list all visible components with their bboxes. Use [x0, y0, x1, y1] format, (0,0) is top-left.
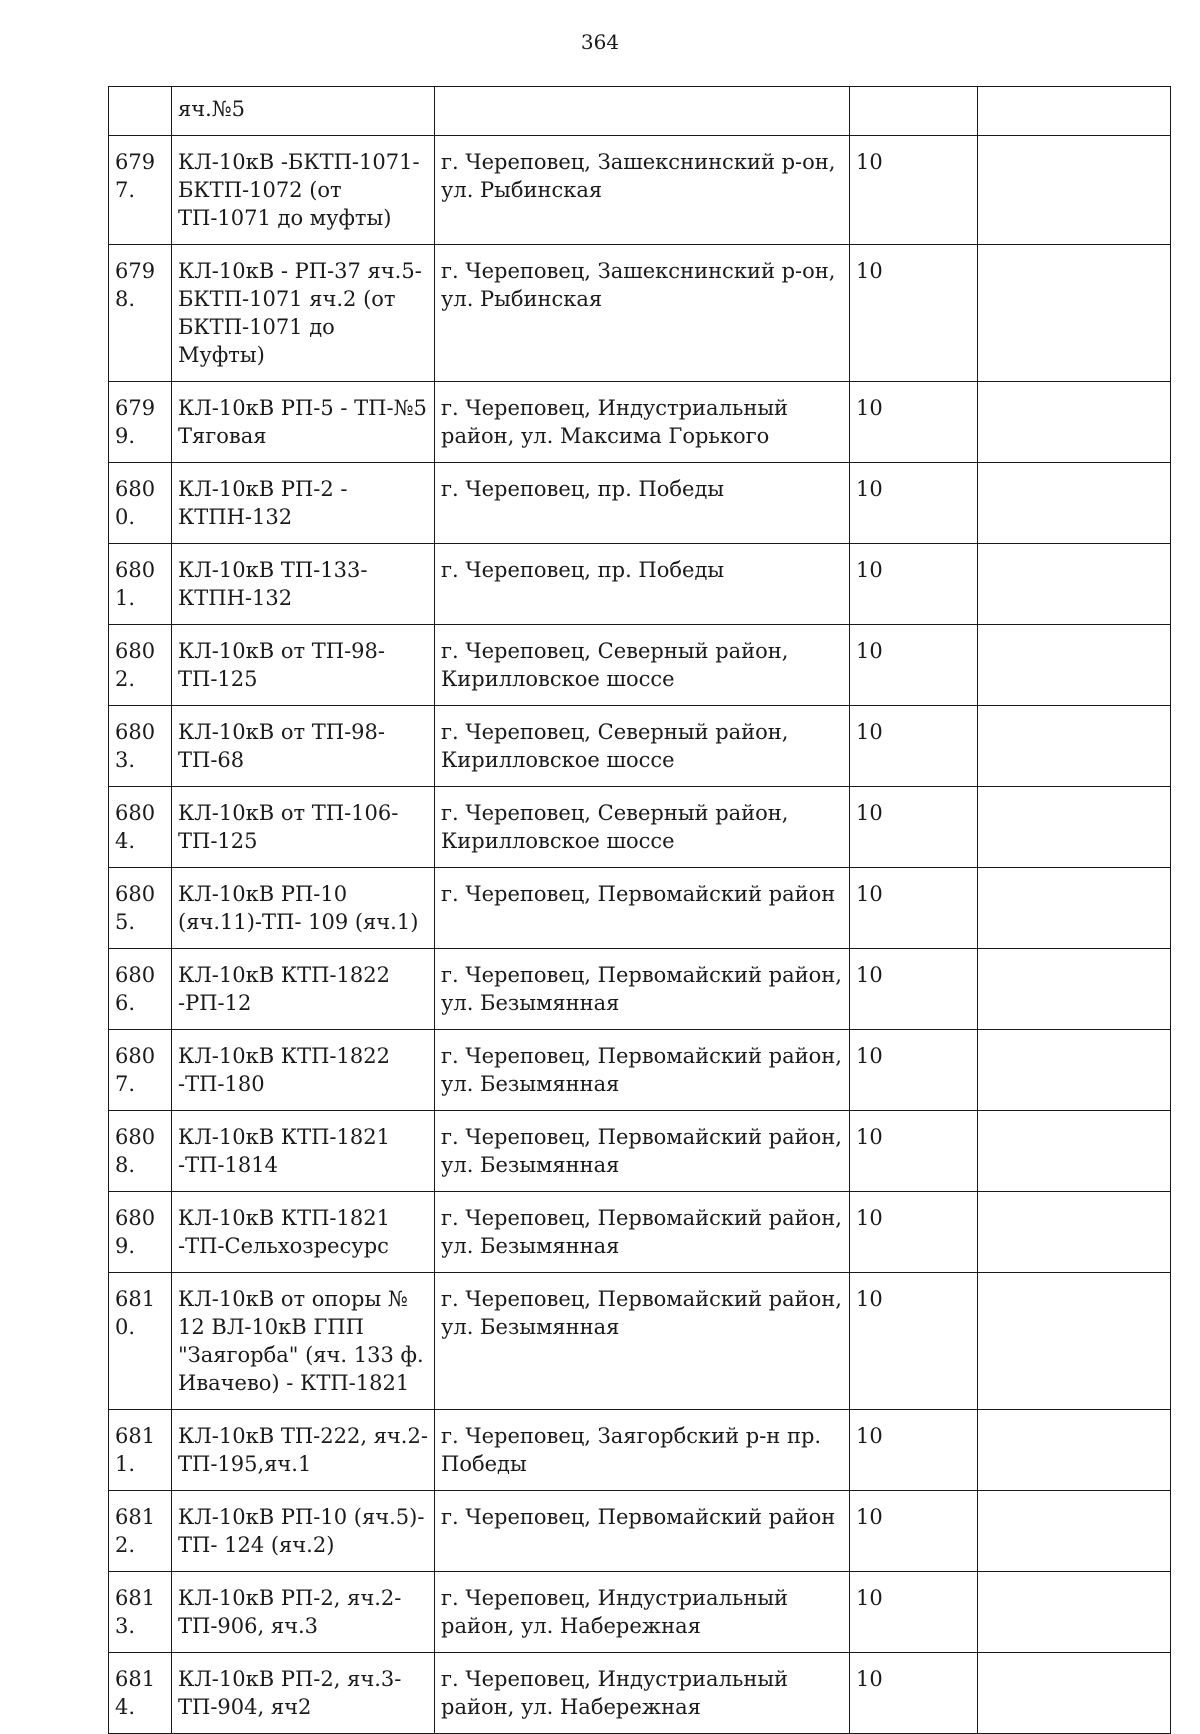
location-address: г. Череповец, Индустриальный район, ул. Набережная	[435, 1572, 850, 1653]
row-number: 6798.	[109, 245, 172, 382]
notes-cell	[978, 1192, 1171, 1273]
location-address: г. Череповец, Первомайский район	[435, 868, 850, 949]
location-address: г. Череповец, пр. Победы	[435, 544, 850, 625]
notes-cell	[978, 787, 1171, 868]
voltage-kv: 10	[850, 949, 978, 1030]
voltage-kv: 10	[850, 1491, 978, 1572]
cable-line-name: КЛ-10кВ КТП-1822 -ТП-180	[172, 1030, 435, 1111]
table-row	[109, 1273, 1171, 1410]
location-address: г. Череповец, Индустриальный район, ул. Набережная	[435, 1653, 850, 1734]
cable-line-name: КЛ-10кВ от ТП-98- ТП-68	[172, 706, 435, 787]
table-row	[109, 949, 1171, 1030]
row-number: 6813.	[109, 1572, 172, 1653]
notes-cell	[978, 949, 1171, 1030]
row-number: 6807.	[109, 1030, 172, 1111]
row-number	[109, 87, 172, 136]
notes-cell	[978, 544, 1171, 625]
location-address: г. Череповец, Первомайский район, ул. Безымянная	[435, 1111, 850, 1192]
notes-cell	[978, 1572, 1171, 1653]
table-row	[109, 787, 1171, 868]
table-row	[109, 136, 1171, 245]
notes-cell	[978, 625, 1171, 706]
cable-line-name: КЛ-10кВ от ТП-106-ТП-125	[172, 787, 435, 868]
location-address: г. Череповец, Северный район, Кирилловское шоссе	[435, 787, 850, 868]
table-row	[109, 544, 1171, 625]
table-row	[109, 382, 1171, 463]
location-address: г. Череповец, Индустриальный район, ул. Максима Горького	[435, 382, 850, 463]
location-address: г. Череповец, Зашекснинский р-он, ул. Рыбинская	[435, 136, 850, 245]
cable-line-name: КЛ-10кВ РП-2, яч.2-ТП-906, яч.3	[172, 1572, 435, 1653]
notes-cell	[978, 1273, 1171, 1410]
row-number: 6812.	[109, 1491, 172, 1572]
table-row	[109, 1572, 1171, 1653]
voltage-kv: 10	[850, 136, 978, 245]
location-address: г. Череповец, Северный район, Кирилловское шоссе	[435, 706, 850, 787]
row-number: 6800.	[109, 463, 172, 544]
notes-cell	[978, 1030, 1171, 1111]
voltage-kv: 10	[850, 463, 978, 544]
table-row	[109, 245, 1171, 382]
cable-line-name: КЛ-10кВ ТП-222, яч.2-ТП-195,яч.1	[172, 1410, 435, 1491]
table-row	[109, 1410, 1171, 1491]
location-address: г. Череповец, Зашекснинский р-он, ул. Рыбинская	[435, 245, 850, 382]
row-number: 6797.	[109, 136, 172, 245]
location-address: г. Череповец, Северный район, Кирилловское шоссе	[435, 625, 850, 706]
row-number: 6801.	[109, 544, 172, 625]
voltage-kv: 10	[850, 1030, 978, 1111]
cable-line-name: КЛ-10кВ КТП-1821 -ТП-1814	[172, 1111, 435, 1192]
cable-line-name: КЛ-10кВ КТП-1822 -РП-12	[172, 949, 435, 1030]
location-address: г. Череповец, Заягорбский р-н пр. Победы	[435, 1410, 850, 1491]
voltage-kv: 10	[850, 625, 978, 706]
row-number: 6806.	[109, 949, 172, 1030]
voltage-kv: 10	[850, 1273, 978, 1410]
notes-cell	[978, 868, 1171, 949]
table-row	[109, 1653, 1171, 1734]
table-row	[109, 463, 1171, 544]
cable-line-name: КЛ-10кВ КТП-1821 -ТП-Сельхозресурс	[172, 1192, 435, 1273]
cable-line-name: КЛ-10кВ - РП-37 яч.5-БКТП-1071 яч.2 (от БКТП-1071 до Муфты)	[172, 245, 435, 382]
location-address: г. Череповец, Первомайский район	[435, 1491, 850, 1572]
row-number: 6803.	[109, 706, 172, 787]
table-row	[109, 1030, 1171, 1111]
table-row	[109, 868, 1171, 949]
row-number: 6804.	[109, 787, 172, 868]
notes-cell	[978, 706, 1171, 787]
voltage-kv: 10	[850, 1653, 978, 1734]
notes-cell	[978, 136, 1171, 245]
voltage-kv: 10	[850, 1192, 978, 1273]
voltage-kv: 10	[850, 868, 978, 949]
location-address	[435, 87, 850, 136]
location-address: г. Череповец, Первомайский район, ул. Безымянная	[435, 1192, 850, 1273]
registry-table	[108, 86, 1171, 1734]
table-row	[109, 1192, 1171, 1273]
registry-table-body	[109, 87, 1171, 1734]
voltage-kv: 10	[850, 544, 978, 625]
cable-line-name: КЛ-10кВ РП-2 - КТПН-132	[172, 463, 435, 544]
row-number: 6810.	[109, 1273, 172, 1410]
row-number: 6805.	[109, 868, 172, 949]
notes-cell	[978, 1491, 1171, 1572]
notes-cell	[978, 245, 1171, 382]
row-number: 6808.	[109, 1111, 172, 1192]
notes-cell	[978, 463, 1171, 544]
table-row	[109, 1491, 1171, 1572]
row-number: 6799.	[109, 382, 172, 463]
cable-line-name: КЛ-10кВ РП-10 (яч.5)-ТП- 124 (яч.2)	[172, 1491, 435, 1572]
table-row	[109, 87, 1171, 136]
row-number: 6811.	[109, 1410, 172, 1491]
row-number: 6802.	[109, 625, 172, 706]
cable-line-name: яч.№5	[172, 87, 435, 136]
notes-cell	[978, 1410, 1171, 1491]
cable-line-name: КЛ-10кВ от опоры № 12 ВЛ-10кВ ГПП "Заягорба" (яч. 133 ф. Ивачево) - КТП-1821	[172, 1273, 435, 1410]
location-address: г. Череповец, Первомайский район, ул. Безымянная	[435, 1030, 850, 1111]
location-address: г. Череповец, пр. Победы	[435, 463, 850, 544]
voltage-kv: 10	[850, 1572, 978, 1653]
voltage-kv: 10	[850, 1410, 978, 1491]
row-number: 6809.	[109, 1192, 172, 1273]
voltage-kv: 10	[850, 1111, 978, 1192]
voltage-kv: 10	[850, 787, 978, 868]
notes-cell	[978, 382, 1171, 463]
cable-line-name: КЛ-10кВ РП-10 (яч.11)-ТП- 109 (яч.1)	[172, 868, 435, 949]
notes-cell	[978, 87, 1171, 136]
cable-line-name: КЛ-10кВ РП-5 - ТП-№5 Тяговая	[172, 382, 435, 463]
voltage-kv: 10	[850, 245, 978, 382]
table-row	[109, 625, 1171, 706]
cable-line-name: КЛ-10кВ -БКТП-1071-БКТП-1072 (от ТП-1071 до муфты)	[172, 136, 435, 245]
notes-cell	[978, 1653, 1171, 1734]
cable-line-name: КЛ-10кВ РП-2, яч.3-ТП-904, яч2	[172, 1653, 435, 1734]
cable-line-name: КЛ-10кВ от ТП-98- ТП-125	[172, 625, 435, 706]
location-address: г. Череповец, Первомайский район, ул. Безымянная	[435, 1273, 850, 1410]
page-number: 364	[580, 30, 620, 54]
voltage-kv	[850, 87, 978, 136]
cable-line-name: КЛ-10кВ ТП-133-КТПН-132	[172, 544, 435, 625]
location-address: г. Череповец, Первомайский район, ул. Безымянная	[435, 949, 850, 1030]
table-row	[109, 1111, 1171, 1192]
table-row	[109, 706, 1171, 787]
voltage-kv: 10	[850, 706, 978, 787]
voltage-kv: 10	[850, 382, 978, 463]
notes-cell	[978, 1111, 1171, 1192]
row-number: 6814.	[109, 1653, 172, 1734]
